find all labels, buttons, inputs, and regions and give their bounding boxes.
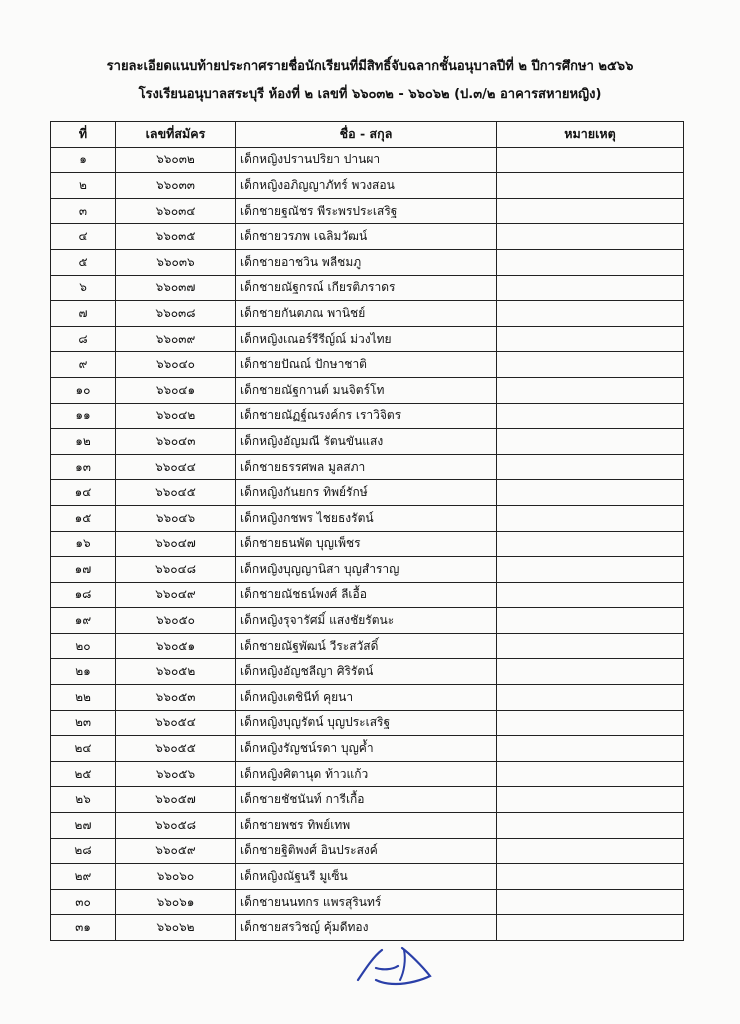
remark-cell [497, 608, 684, 634]
header-name: ชื่อ - สกุล [236, 122, 497, 148]
remark-cell [497, 582, 684, 608]
student-name: เด็กหญิงบุญรัตน์ บุญประเสริฐ [236, 710, 497, 736]
application-number: ๖๖๐๕๔ [116, 710, 236, 736]
remark-cell [497, 173, 684, 199]
table-row [51, 173, 684, 199]
remark-cell [497, 838, 684, 864]
table-row [51, 531, 684, 557]
remark-cell [497, 377, 684, 403]
remark-cell [497, 531, 684, 557]
student-roster-table [50, 121, 684, 941]
application-number: ๖๖๐๓๘ [116, 301, 236, 327]
student-name: เด็กหญิงกันยกร ทิพย์รักษ์ [236, 480, 497, 506]
remark-cell [497, 505, 684, 531]
remark-cell [497, 889, 684, 915]
signature [352, 940, 442, 990]
application-number: ๖๖๐๔๙ [116, 582, 236, 608]
application-number: ๖๖๐๔๗ [116, 531, 236, 557]
remark-cell [497, 659, 684, 685]
remark-cell [497, 352, 684, 378]
header-remark: หมายเหตุ [497, 122, 684, 148]
row-number: ๒๙ [51, 864, 116, 890]
application-number: ๖๖๐๕๐ [116, 608, 236, 634]
application-number: ๖๖๐๖๒ [116, 915, 236, 941]
remark-cell [497, 557, 684, 583]
row-number: ๖ [51, 275, 116, 301]
application-number: ๖๖๐๕๖ [116, 761, 236, 787]
application-number: ๖๖๐๕๒ [116, 659, 236, 685]
row-number: ๒๐ [51, 633, 116, 659]
student-name: เด็กหญิงรุจารัศมิ์ แสงชัยรัตนะ [236, 608, 497, 634]
remark-cell [497, 429, 684, 455]
row-number: ๒๗ [51, 813, 116, 839]
row-number: ๑๑ [51, 403, 116, 429]
table-row [51, 377, 684, 403]
row-number: ๔ [51, 224, 116, 250]
table-row [51, 557, 684, 583]
table-row [51, 710, 684, 736]
table-row [51, 736, 684, 762]
application-number: ๖๖๐๕๑ [116, 633, 236, 659]
student-name: เด็กชายวรภพ เฉลิมวัฒน์ [236, 224, 497, 250]
application-number: ๖๖๐๔๘ [116, 557, 236, 583]
table-row [51, 685, 684, 711]
row-number: ๒๖ [51, 787, 116, 813]
remark-cell [497, 761, 684, 787]
application-number: ๖๖๐๕๗ [116, 787, 236, 813]
table-row [51, 147, 684, 173]
student-name: เด็กหญิงรัญชน์รดา บุญค้ำ [236, 736, 497, 762]
row-number: ๒๒ [51, 685, 116, 711]
student-name: เด็กชายณัฏฐ์ณรงค์กร เราวิจิตร [236, 403, 497, 429]
table-row [51, 633, 684, 659]
application-number: ๖๖๐๔๔ [116, 454, 236, 480]
student-name: เด็กชายพชร ทิพย์เทพ [236, 813, 497, 839]
row-number: ๕ [51, 249, 116, 275]
table-row [51, 864, 684, 890]
row-number: ๙ [51, 352, 116, 378]
row-number: ๑๙ [51, 608, 116, 634]
table-row [51, 608, 684, 634]
application-number: ๖๖๐๕๓ [116, 685, 236, 711]
header-no: ที่ [51, 122, 116, 148]
row-number: ๑๐ [51, 377, 116, 403]
table-row [51, 505, 684, 531]
remark-cell [497, 198, 684, 224]
remark-cell [497, 224, 684, 250]
header-application-no: เลขที่สมัคร [116, 122, 236, 148]
document-subtitle: โรงเรียนอนุบาลสระบุรี ห้องที่ ๒ เลขที่ ๖๖๐๓๒ - ๖๖๐๖๒ (ป.๓/๒ อาคารสหายหญิง) [138, 87, 602, 102]
table-row [51, 301, 684, 327]
student-name: เด็กชายณัชธน์พงศ์ ลีเอื้อ [236, 582, 497, 608]
table-header-row [51, 122, 684, 148]
remark-cell [497, 326, 684, 352]
table-row [51, 429, 684, 455]
row-number: ๑๒ [51, 429, 116, 455]
table-row [51, 787, 684, 813]
student-name: เด็กชายฐณัชร พีระพรประเสริฐ [236, 198, 497, 224]
table-row [51, 352, 684, 378]
row-number: ๒๘ [51, 838, 116, 864]
student-name: เด็กชายณัฐกานต์ มนจิตร์โท [236, 377, 497, 403]
row-number: ๓๐ [51, 889, 116, 915]
remark-cell [497, 403, 684, 429]
student-name: เด็กชายธนพัต บุญเพ็ชร [236, 531, 497, 557]
row-number: ๑๕ [51, 505, 116, 531]
row-number: ๒๕ [51, 761, 116, 787]
table-row [51, 889, 684, 915]
row-number: ๒๑ [51, 659, 116, 685]
remark-cell [497, 301, 684, 327]
table-row [51, 480, 684, 506]
row-number: ๑๔ [51, 480, 116, 506]
remark-cell [497, 813, 684, 839]
table-row [51, 838, 684, 864]
row-number: ๗ [51, 301, 116, 327]
application-number: ๖๖๐๓๒ [116, 147, 236, 173]
row-number: ๑ [51, 147, 116, 173]
remark-cell [497, 915, 684, 941]
remark-cell [497, 787, 684, 813]
table-row [51, 659, 684, 685]
student-name: เด็กชายนนทกร แพรสุรินทร์ [236, 889, 497, 915]
table-row [51, 813, 684, 839]
student-name: เด็กชายกันตภณ พานิชย์ [236, 301, 497, 327]
student-name: เด็กชายสรวิชญ์ คุ้มดีทอง [236, 915, 497, 941]
application-number: ๖๖๐๔๒ [116, 403, 236, 429]
application-number: ๖๖๐๖๑ [116, 889, 236, 915]
application-number: ๖๖๐๕๕ [116, 736, 236, 762]
table-row [51, 198, 684, 224]
application-number: ๖๖๐๓๖ [116, 249, 236, 275]
row-number: ๑๘ [51, 582, 116, 608]
application-number: ๖๖๐๔๑ [116, 377, 236, 403]
application-number: ๖๖๐๕๘ [116, 813, 236, 839]
table-row [51, 275, 684, 301]
student-name: เด็กหญิงเตชินีท์ คุยนา [236, 685, 497, 711]
remark-cell [497, 454, 684, 480]
student-name: เด็กชายชัชนันท์ การีเกื้อ [236, 787, 497, 813]
student-name: เด็กชายปัณณ์ ปักษาชาติ [236, 352, 497, 378]
row-number: ๓ [51, 198, 116, 224]
row-number: ๑๗ [51, 557, 116, 583]
table-row [51, 403, 684, 429]
table-row [51, 915, 684, 941]
remark-cell [497, 710, 684, 736]
application-number: ๖๖๐๓๔ [116, 198, 236, 224]
remark-cell [497, 633, 684, 659]
table-row [51, 224, 684, 250]
table-row [51, 454, 684, 480]
document-title: รายละเอียดแนบท้ายประกาศรายชื่อนักเรียนที่มีสิทธิ์จับฉลากชั้นอนุบาลปีที่ ๒ ปีการศึกษา ๒๕๖๖ [106, 59, 634, 74]
table-row [51, 761, 684, 787]
remark-cell [497, 275, 684, 301]
row-number: ๒๓ [51, 710, 116, 736]
row-number: ๘ [51, 326, 116, 352]
student-name: เด็กหญิงกชพร ไชยธงรัตน์ [236, 505, 497, 531]
student-name: เด็กชายธรรศพล มูลสภา [236, 454, 497, 480]
student-name: เด็กหญิงณัฐนรี มูเซ็น [236, 864, 497, 890]
application-number: ๖๖๐๓๕ [116, 224, 236, 250]
remark-cell [497, 249, 684, 275]
student-name: เด็กหญิงปรานปริยา ปานผา [236, 147, 497, 173]
table-row [51, 326, 684, 352]
student-name: เด็กชายณัฐกรณ์ เกียรติภราดร [236, 275, 497, 301]
student-name: เด็กหญิงบุญญานิสา บุญสำราญ [236, 557, 497, 583]
remark-cell [497, 736, 684, 762]
row-number: ๑๓ [51, 454, 116, 480]
row-number: ๒ [51, 173, 116, 199]
student-name: เด็กหญิงเณอร์รีรีญ์ณ์ ม่วงไทย [236, 326, 497, 352]
table-row [51, 249, 684, 275]
row-number: ๑๖ [51, 531, 116, 557]
student-name: เด็กหญิงอภิญญาภัทร์ พวงสอน [236, 173, 497, 199]
remark-cell [497, 685, 684, 711]
application-number: ๖๖๐๔๓ [116, 429, 236, 455]
student-name: เด็กชายอาชวิน พลีชมภู [236, 249, 497, 275]
remark-cell [497, 864, 684, 890]
application-number: ๖๖๐๔๕ [116, 480, 236, 506]
student-name: เด็กชายณัฐพัฒน์ วีระสวัสดิ์ [236, 633, 497, 659]
application-number: ๖๖๐๔๖ [116, 505, 236, 531]
remark-cell [497, 147, 684, 173]
application-number: ๖๖๐๓๓ [116, 173, 236, 199]
student-name: เด็กหญิงศิตานุด ท้าวแก้ว [236, 761, 497, 787]
row-number: ๒๔ [51, 736, 116, 762]
remark-cell [497, 480, 684, 506]
application-number: ๖๖๐๕๙ [116, 838, 236, 864]
row-number: ๓๑ [51, 915, 116, 941]
table-row [51, 582, 684, 608]
application-number: ๖๖๐๖๐ [116, 864, 236, 890]
application-number: ๖๖๐๓๗ [116, 275, 236, 301]
application-number: ๖๖๐๓๙ [116, 326, 236, 352]
student-name: เด็กหญิงอัญมณี รัตนขันแสง [236, 429, 497, 455]
student-name: เด็กชายฐิติพงศ์ อินประสงค์ [236, 838, 497, 864]
student-name: เด็กหญิงอัญชลีญา ศิริรัตน์ [236, 659, 497, 685]
table-body [51, 147, 684, 940]
application-number: ๖๖๐๔๐ [116, 352, 236, 378]
